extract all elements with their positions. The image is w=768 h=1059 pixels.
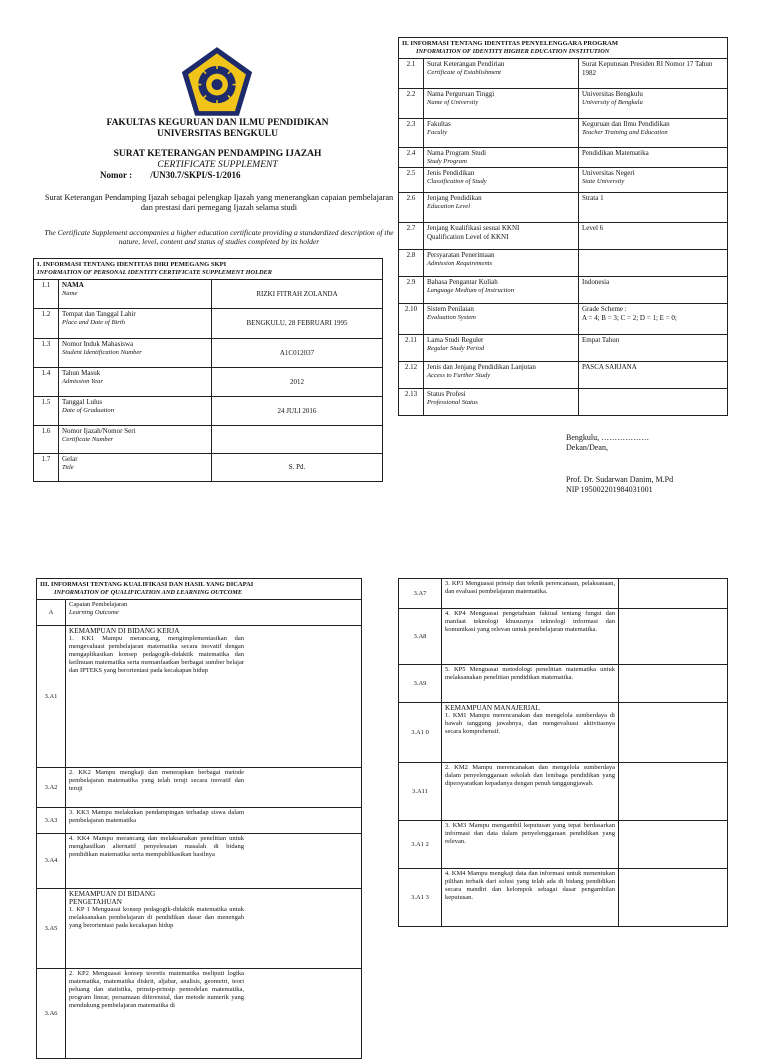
table-row: 1.3 Nomor Induk Mahasiswa Student Identification Number A1C012037	[34, 339, 383, 368]
table-row: 2.1 Surat Keterangan Pendirian Certificate of Establishment Surat Keputusan Presiden RI Nomor 17 Tahun 1982	[399, 59, 728, 89]
kerja-heading: KEMAMPUAN DI BIDANG KERJA	[69, 627, 180, 635]
title-value: S. Pd.	[212, 454, 383, 482]
birth-value: BENGKULU, 28 FEBRUARI 1995	[212, 309, 383, 339]
table-row: 2.12 Jenis dan Jenjang Pendidikan Lanjutan Access to Further Study PASCA SARJANA	[399, 362, 728, 389]
section1-table	[33, 258, 383, 482]
table-row: 1.2 Tempat dan Tanggal Lahir Place and Date of Birth BENGKULU, 28 FEBRUARI 1995	[34, 309, 383, 339]
table-row: 3.A1 3 4. KM4 Mampu mengkaji data dan informasi untuk menentukan pilihan terbaik dari solusi yang telah ada di bidang pendidikan secara mandiri dan kelompok sebagai dasar pengambilan keputusan.	[399, 869, 728, 927]
certificate-number-line	[100, 170, 241, 180]
table-row: 3.A7 3. KP3 Menguasai prinsip dan teknik perencanaan, pelaksanaan, dan evaluasi pembelajaran matematika.	[399, 579, 728, 609]
table-row: 1.6 Nomor Ijazah/Nomor Seri Certificate Number	[34, 426, 383, 454]
certificate-number-value	[212, 426, 383, 454]
table-row: 2.11 Lama Studi Reguler Regular Study Period Empat Tahun	[399, 335, 728, 362]
pengetahuan-heading: KEMAMPUAN DI BIDANG PENGETAHUAN	[69, 890, 156, 906]
signature-role: Dekan/Dean,	[566, 443, 608, 452]
table-row: 3.A2 2. KK2 Mampu mengkaji dan menerapkan berbagai metode pembelajaran matematika yang telah teruji secara inovatif dan teruji	[37, 768, 362, 808]
nomor-label: Nomor :	[100, 170, 133, 180]
signatory-nip: NIP 195002201984031001	[566, 485, 653, 494]
signature-block	[566, 433, 673, 495]
document-title-en: CERTIFICATE SUPPLEMENT	[157, 160, 278, 170]
intro-text-en: The Certificate Supplement accompanies a higher education certificate providing a standardized description of the nature, level, content and status of studies completed by its holder	[44, 228, 394, 246]
intro-text-id: Surat Keterangan Pendamping Ijazah sebagai pelengkap Ijazah yang menerangkan capaian pembelajaran dan prestasi dari pemegang Ijazah selama studi	[44, 193, 394, 212]
table-row: 3.A3 3. KK3 Mampu melakukan pendampingan terhadap siswa dalam pembelajaran matematika	[37, 808, 362, 834]
nomor-value: /UN30.7/SKPI/S-1/2016	[150, 170, 241, 180]
table-row: 2.9 Bahasa Pengantar Kuliah Language Medium of Instruction Indonesia	[399, 277, 728, 304]
section2-table	[398, 37, 728, 416]
section3-title: III. INFORMASI TENTANG KUALIFIKASI DAN HASIL YANG DICAPAI INFORMATION OF QUALIFICATION AND LEARNING OUTCOME	[37, 579, 362, 600]
admission-year-value: 2012	[212, 368, 383, 397]
table-row: 3.A5 KEMAMPUAN DI BIDANG PENGETAHUAN 1. KP 1 Menguasai konsep pedagogik-didaktik matematika untuk melaksanakan pembelajaran di pendidikan dasar dan menengah yang berorientasi pada kecakapan hidup	[37, 889, 362, 969]
table-row: 2.5 Jenis Pendidikan Classification of Study Universitas Negeri State University	[399, 168, 728, 193]
table-row: 2.3 Fakultas Faculty Keguruan dan Ilmu Pendidikan Teacher Training and Education	[399, 119, 728, 148]
table-row: 2.6 Jenjang Pendidikan Education Level Strata 1	[399, 193, 728, 223]
table-row: 1.4 Tahun Masuk Admission Year 2012	[34, 368, 383, 397]
table-row: 3.A6 2. KP2 Menguasai konsep teoretis matematika meliputi logika matematika, matematika diskrit, aljabar, analisis, geometri, teori peluang dan statistika, prinsip-prinsip pemodelan matematika, program linear, persamaan diferensial, dan metode numerik yang mendukung pembelajaran matematika di	[37, 969, 362, 1059]
table-row: 3.A11 2. KM2 Mampu merencanakan dan mengelola sumberdaya dalam penyelenggaraan sekolah dan lembaga pendidikan yang dipersyaratkan kepadanya dengan penuh tanggungjawab.	[399, 763, 728, 821]
table-row: 2.10 Sistem Penilaian Evaluation System Grade Scheme : A = 4; B = 3; C = 2; D = 1; E = 0;	[399, 304, 728, 335]
table-row: 3.A8 4. KP4 Menguasai pengetahuan faktual tentang fungsi dan manfaat teknologi khususnya teknologi informasi dan komunikasi yang relevan untuk pembelajaran matematika.	[399, 609, 728, 665]
table-row: 2.8 Persyaratan Penerimaan Admission Requirements	[399, 250, 728, 277]
university-name: UNIVERSITAS BENGKULU	[157, 129, 278, 139]
table-row: 1.1 NAMA Name RIZKI FITRAH ZOLANDA	[34, 280, 383, 309]
student-id-value: A1C012037	[212, 339, 383, 368]
signatory-name: Prof. Dr. Sudarwan Danim, M.Pd	[566, 475, 674, 484]
signature-place-date: Bengkulu, ………………	[566, 433, 650, 442]
name-value: RIZKI FITRAH ZOLANDA	[212, 280, 383, 309]
table-row: 3.A1 KEMAMPUAN DI BIDANG KERJA 1. KK1 Mampu merancang, mengimplementasikan dan mengevaluasi pembelajaran matematika secara inovatif dengan mengaplikasikan konsep pedagogik-didaktik matematika dan keilmuan matematika serta memanfaatkan berbagai sumber belajar dan IPTEKS yang berorientasi pada kecakapan hidup	[37, 626, 362, 768]
table-row: 2.13 Status Profesi Professional Status	[399, 389, 728, 416]
table-row: 3.A1 0 KEMAMPUAN MANAJERIAL 1. KM1 Mampu merencanakan dan mengelola sumberdaya di bawah tanggung jawabnya, dan mengevaluasi aktivitasnya secara komprehensif.	[399, 703, 728, 763]
faculty-heading	[40, 118, 395, 140]
table-row: 3.A4 4. KK4 Mampu merancang dan melaksanakan penelitian untuk menghasilkan alternatif penyelesaian masalah di bidang pendidikan matematika serta mempublikasikan hasilnya	[37, 834, 362, 889]
document-title-block	[40, 149, 395, 171]
university-logo	[178, 44, 256, 122]
table-row: 1.5 Tanggal Lulus Date of Graduation 24 JULI 2016	[34, 397, 383, 426]
table-row: 1.7 Gelar Title S. Pd.	[34, 454, 383, 482]
document-title: SURAT KETERANGAN PENDAMPING IJAZAH	[113, 149, 322, 159]
section3-right-table	[398, 578, 728, 927]
manajerial-heading: KEMAMPUAN MANAJERIAL	[445, 704, 540, 712]
graduation-date-value: 24 JULI 2016	[212, 397, 383, 426]
table-row: 3.A9 5. KP5 Menguasai metodologi penelitian matematika untuk melaksanakan penelitian pendidikan matematika.	[399, 665, 728, 703]
table-row: 3.A1 2 3. KM3 Mampu mengambil keputusan yang tepat berdasarkan informasi dan data dalam penyelenggaraan pendidikan yang relevan.	[399, 821, 728, 869]
table-row: 2.4 Nama Program Studi Study Program Pendidikan Matematika	[399, 148, 728, 168]
section3-left-table	[36, 578, 362, 1059]
table-row: A Capaian Pembelajaran Learning Outcome	[37, 600, 362, 626]
section1-title: I. INFORMASI TENTANG IDENTITAS DIRI PEMEGANG SKPI INFORMATION OF PERSONAL IDENTITY CERTIFICATE SUPPLEMENT HOLDER	[34, 259, 383, 280]
table-row: 2.7 Jenjang Kualifikasi sesuai KKNI Qualification Level of KKNI Level 6	[399, 223, 728, 250]
faculty-name: FAKULTAS KEGURUAN DAN ILMU PENDIDIKAN	[106, 118, 329, 128]
table-row: 2.2 Nama Perguruan Tinggi Name of University Universitas Bengkulu University of Bengkulu	[399, 89, 728, 119]
section2-title: II. INFORMASI TENTANG IDENTITAS PENYELENGGARA PROGRAM INFORMATION OF IDENTITY HIGHER EDUCATION INSTITUTION	[399, 38, 728, 59]
